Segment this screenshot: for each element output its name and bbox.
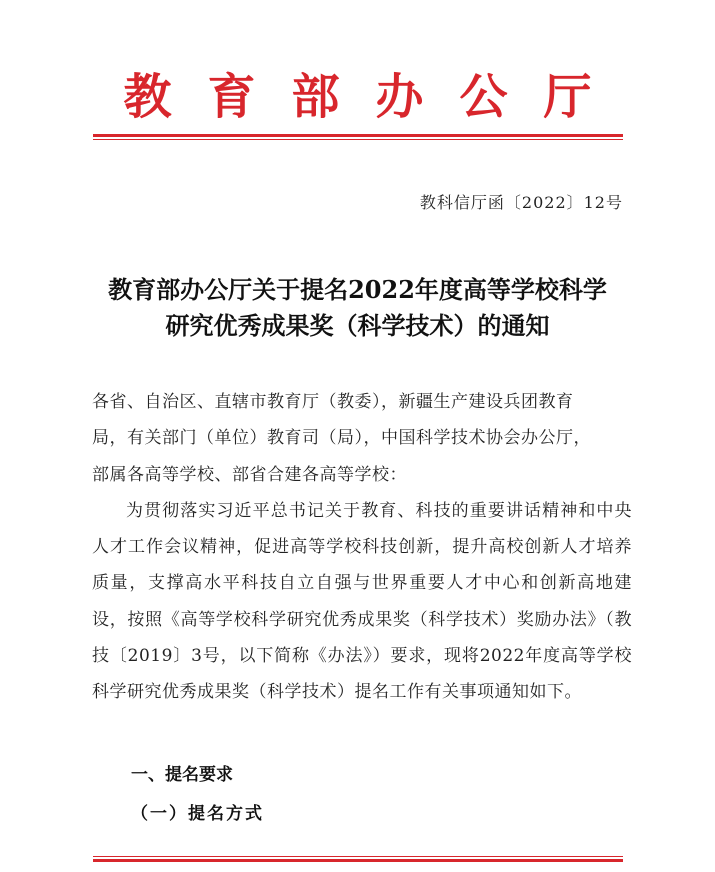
title-line: 研究优秀成果奖（科学技术）的通知: [165, 311, 550, 340]
footer-divider: [93, 856, 623, 862]
body-paragraph: 为贯彻落实习近平总书记关于教育、科技的重要讲话精神和中央人才工作会议精神，促进高等学校科技创新，提升高校创新人才培养质量，支撑高水平科技自立自强与世界重要人才中心和创新高地建设，按照《高等学校科学研究优秀成果奖（科学技术）奖励办法》（教技〔2019〕3号，以下简称《办法》）要求，现将2022年度高等学校科学研究优秀成果奖（科学技术）提名工作有关事项通知如下。: [92, 500, 632, 703]
addressee-line: 局，有关部门（单位）教育司（局），中国科学技术协会办公厅，: [92, 428, 591, 449]
document-body: [92, 384, 632, 711]
document-number: 教科信厅函〔2022〕12号: [419, 193, 623, 212]
masthead-char: 教: [123, 69, 172, 125]
addressee-line: 部属各高等学校、部省合建各高等学校：: [92, 464, 407, 485]
section-heading: 一、提名要求: [131, 765, 233, 785]
title-line: 教育部办公厅关于提名2022年度高等学校科学: [108, 275, 607, 304]
masthead: [0, 58, 715, 127]
masthead-char: 厅: [543, 69, 592, 125]
document-title: [60, 272, 655, 344]
masthead-divider: [93, 134, 623, 140]
masthead-char: 办: [375, 69, 424, 125]
masthead-char: 部: [291, 69, 340, 125]
addressee-line: 各省、自治区、直辖市教育厅（教委），新疆生产建设兵团教育: [92, 392, 574, 412]
masthead-char: 公: [459, 69, 508, 125]
masthead-char: 育: [207, 69, 256, 125]
subsection-heading: （一）提名方式: [131, 804, 264, 824]
